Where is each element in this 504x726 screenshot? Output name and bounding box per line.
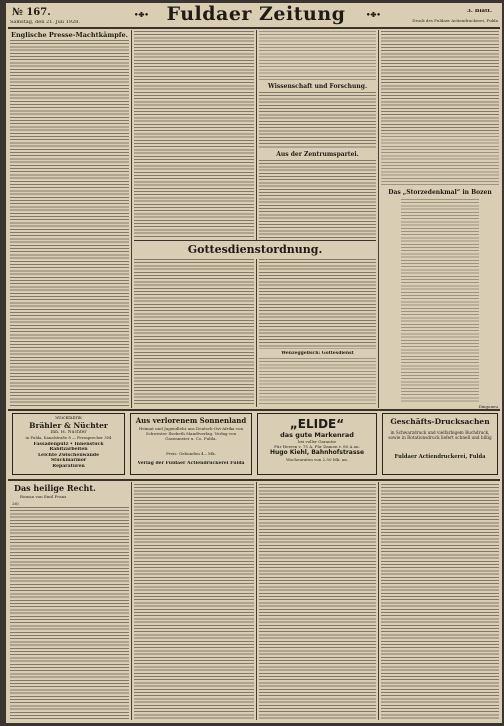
science-article-title: Wissenschaft und Forschung. bbox=[267, 83, 368, 90]
column-rule bbox=[256, 259, 257, 407]
ad4-body: in Schwarzdruck und vielfarbigem Buchdruck, sowie in Rotationsdruck liefert schnell und billig bbox=[388, 430, 492, 440]
printer-note: Druck des Fuldaer Actiendruckerei, Fulda bbox=[412, 18, 498, 23]
column-rule bbox=[256, 482, 257, 720]
ad-geschaeftsdrucksachen bbox=[382, 413, 498, 475]
church-services-bottom bbox=[259, 358, 376, 406]
press-article-body bbox=[10, 40, 129, 406]
ornament-right-icon: •✤• bbox=[366, 12, 381, 18]
column-rule bbox=[131, 482, 132, 720]
ad3-prices: Für Herren v. 75 A. Für Damen v. 80 A an. bbox=[274, 444, 360, 450]
ad2-footer: Verlag der Fuldaer Actiendruckerei Fulda bbox=[137, 461, 245, 467]
section-rule bbox=[134, 240, 376, 241]
ad-stuckfabrik bbox=[12, 413, 125, 475]
church-services-right bbox=[259, 259, 376, 349]
novel-column-1 bbox=[10, 507, 129, 719]
column-rule bbox=[256, 30, 257, 240]
ads-top-rule bbox=[8, 409, 500, 411]
novel-column-3 bbox=[259, 484, 376, 719]
poem-signature: Dingoneu bbox=[478, 404, 498, 409]
ad1-address: in Fulda, Kanalstraße 8 — Fernsprecher 304 bbox=[25, 435, 112, 441]
column3-top-body bbox=[259, 31, 376, 81]
novel-title: Das heilige Recht. bbox=[14, 483, 96, 493]
novel-author: Roman von Emil Franz bbox=[20, 494, 67, 499]
ad1-item: Stuckmarmor bbox=[50, 458, 87, 464]
ad3-tagline: das gute Markenrad bbox=[280, 431, 354, 439]
ad3-dealer: Hugo Kiehl, Bahnhofstrasse bbox=[269, 449, 365, 457]
novel-column-4 bbox=[381, 484, 499, 719]
ad4-title: Geschäfts-Drucksachen bbox=[390, 417, 490, 426]
ad4-footer: Fuldaer Actiendruckerei, Fulda bbox=[394, 454, 486, 460]
column-rule bbox=[378, 482, 379, 720]
church-services-title: Gottesdienstordnung. bbox=[187, 243, 323, 256]
ad1-sub: Inh. H. Nüchter bbox=[50, 430, 87, 436]
masthead-rule bbox=[8, 27, 500, 29]
ad1-item: Rabitzarbeiten bbox=[49, 447, 88, 453]
church-services-left bbox=[134, 259, 254, 406]
ad3-sub: bei voller Garantie bbox=[298, 439, 336, 444]
novel-chapter: 26) bbox=[12, 501, 19, 506]
novel-column-2 bbox=[134, 484, 254, 719]
column-rule bbox=[378, 30, 379, 408]
press-article-title: Englische Presse-Machtkämpfe. bbox=[11, 31, 128, 39]
ad1-name: Brähler & Nüchter bbox=[29, 421, 108, 431]
issue-date: Samstag, den 21. Juli 1928. bbox=[10, 20, 80, 25]
ad3-terms: Wochenraten von 2.50 Mk. an. bbox=[285, 457, 349, 463]
science-article-body bbox=[259, 92, 376, 149]
newspaper-page bbox=[6, 3, 502, 723]
ad1-item: Reparaturen bbox=[52, 463, 85, 469]
ad1-item: Leichte Zwischenwände bbox=[37, 452, 100, 458]
column4-body-2 bbox=[381, 133, 499, 185]
column-rule bbox=[131, 30, 132, 408]
ad1-item: Fassadenputz • Innenstuck bbox=[33, 441, 104, 447]
poem-body bbox=[401, 199, 479, 404]
ad2-price: Preis: Gebunden 4.– Mk. bbox=[166, 451, 216, 456]
newspaper-title: Fuldaer Zeitung bbox=[166, 3, 346, 25]
center-party-title: Aus der Zentrumspartei. bbox=[276, 151, 359, 158]
ad-sonnenland-book bbox=[130, 413, 252, 475]
sheet-number: 3. Blatt. bbox=[467, 9, 492, 14]
poem-title: Das „Storzedenkmal“ in Bozen bbox=[388, 189, 492, 196]
issue-number: № 167. bbox=[12, 7, 51, 18]
church-subheading: Wenzeggelisch: Gottesdienst bbox=[281, 351, 354, 356]
ad1-top: Stuckfabrik bbox=[55, 416, 82, 421]
ad-elide-bicycle bbox=[257, 413, 377, 475]
continued-article-body bbox=[134, 31, 254, 238]
ad2-title: Aus verlorenem Sonnenland bbox=[135, 416, 247, 425]
ornament-left-icon: •✤• bbox=[134, 12, 149, 18]
ad3-brand: „ELIDE“ bbox=[289, 417, 345, 431]
ads-bottom-rule bbox=[8, 479, 500, 481]
ad2-body: Heimat und Jugendlehr aus Deutsch-Ost-Afrika von Schwester Ilsebeth Mandtverlag. Verlag von Gasenmeier u. Co. Fulda. bbox=[138, 427, 244, 441]
column4-body bbox=[381, 31, 499, 131]
center-party-body bbox=[259, 160, 376, 238]
